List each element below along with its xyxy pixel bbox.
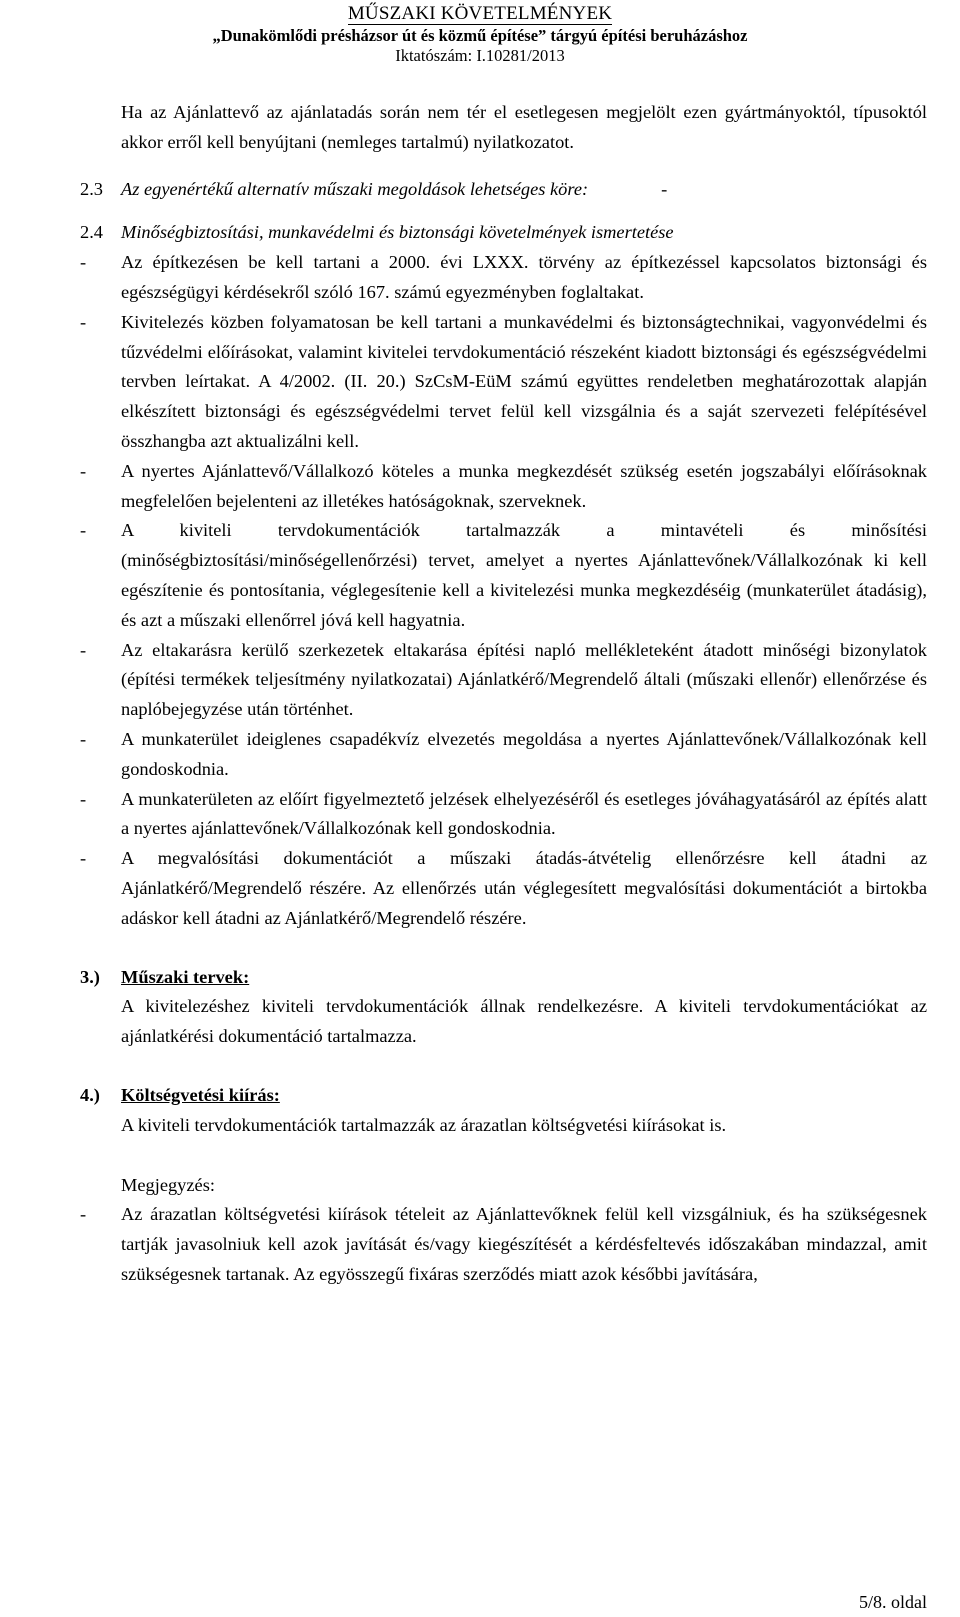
list-item: - A munkaterület ideiglenes csapadékvíz elvezetés megoldása a nyertes Ajánlattevőnek/Vállalkozónak kell gondoskodnia. xyxy=(80,728,927,779)
section-number: 2.4 xyxy=(80,222,103,243)
section-number: 3.) xyxy=(80,966,100,987)
list-item: - A megvalósítási dokumentációt a műszaki átadás-átvételig ellenőrzésre kell átadni az Ajánlatkérő/Megrendelő részére. Az ellenőrzés után véglegesített megvalósítási dokumentációt a birtokba adáskor kell átadni az Ajánlatkérő/Megrendelő részére. xyxy=(80,848,927,928)
section-4-heading xyxy=(80,1081,927,1111)
registration-number: Iktatószám: I.10281/2013 xyxy=(395,46,565,65)
page-number: 5/8. oldal xyxy=(859,1592,927,1612)
list-item: - Az eltakarásra kerülő szerkezetek eltakarása építési napló mellékleteként átadott minőségi bizonylatok (építési termékek teljesítmény nyilatkozatai) Ajánlatkérő/Megrendelő általi (műszaki ellenőr) ellenőrzése és naplóbejegyzése után történhet. xyxy=(80,639,927,720)
list-item: - Kivitelezés közben folyamatosan be kell tartani a munkavédelmi és biztonságtechnikai, vagyonvédelmi és tűzvédelmi előírásokat, valamint kivitelei tervdokumentáció részeként kiadott biztonsági és egészségvédelmi tervben leírtakat. A 4/2002. (II. 20.) SzCsM-EüM számú együttes rendeletben meghatározottak alapján elkészített biztonsági és egészségvédelmi tervet felül kell vizsgálnia és a saját szervezeti felépítésével összhangba azt aktualizálni kell. xyxy=(80,311,927,451)
section-number: 4.) xyxy=(80,1084,100,1105)
section-title: Minőségbiztosítási, munkavédelmi és biztonsági követelmények ismertetése xyxy=(121,222,674,243)
section-3-heading xyxy=(80,963,927,993)
section-2-3-heading xyxy=(80,175,927,205)
note-label: Megjegyzés: xyxy=(121,1174,215,1195)
list-item: - A munkaterületen az előírt figyelmeztető jelzések elhelyezéséről és esetleges jóváhagyatásáról az építés alatt a nyertes ajánlattevőnek/Vállalkozónak kell gondoskodnia. xyxy=(80,788,927,839)
section-2-4-heading xyxy=(80,218,927,248)
note-list xyxy=(80,1200,927,1289)
requirements-list xyxy=(80,248,927,933)
list-item: - Az árazatlan költségvetési kiírások tételeit az Ajánlattevőknek felül kell vizsgálniuk, és ha szükségesnek tartják javasolniuk kell azok javítását és/vagy kiegészítését a kérdésfeltevés időszakában mindazzal, amit szükségesnek tartanak. Az egyösszegű fixáras szerződés miatt azok későbbi javítására, xyxy=(80,1204,927,1284)
list-item: - A nyertes Ajánlattevő/Vállalkozó köteles a munka megkezdését szükség esetén jogszabályi előírásoknak megfelelően bejelenteni az illetékes hatóságoknak, szerveknek. xyxy=(80,460,927,511)
document-title: MŰSZAKI KÖVETELMÉNYEK xyxy=(347,3,613,24)
section-value: - xyxy=(661,178,668,199)
section-3-text: A kivitelezéshez kiviteli tervdokumentációk állnak rendelkezésre. A kiviteli tervdokumentációkat az ajánlatkérési dokumentáció tartalmazza. xyxy=(121,996,927,1047)
section-title: Műszaki tervek: xyxy=(121,966,250,987)
section-title: Az egyenértékű alternatív műszaki megoldások lehetséges köre: xyxy=(121,178,589,199)
project-subtitle: „Dunakömlődi présházsor út és közmű építése” tárgyú építési beruházáshoz xyxy=(212,26,748,45)
list-item: - Az építkezésen be kell tartani a 2000. évi LXXX. törvény az építkezéssel kapcsolatos biztonsági és egészségügyi kérdésekről szóló 167. számú egyezményben foglaltakat. xyxy=(80,252,927,302)
document-body xyxy=(80,98,927,1290)
page-header xyxy=(0,2,960,66)
section-4-text: A kiviteli tervdokumentációk tartalmazzák az árazatlan költségvetési kiírásokat is. xyxy=(121,1114,727,1135)
section-number: 2.3 xyxy=(80,178,103,199)
intro-paragraph: Ha az Ajánlattevő az ajánlatadás során nem tér el esetlegesen megjelölt ezen gyártmányoktól, típusoktól akkor erről kell benyújtani (nemleges tartalmú) nyilatkozatot. xyxy=(121,102,927,152)
list-item: - A kiviteli tervdokumentációk tartalmazzák a mintavételi és minősítési (minőségbiztosítási/minőségellenőrzési) tervet, amelyet a nyertes Ajánlattevőnek/Vállalkozónak ki kell egészítenie és pontosítania, véglegesítenie kell a kivitelezési munka megkezdéséig (munkaterület átadásig), és azt a műszaki ellenőrrel jóvá kell hagyatnia. xyxy=(80,520,927,630)
section-title: Költségvetési kiírás: xyxy=(121,1084,280,1105)
